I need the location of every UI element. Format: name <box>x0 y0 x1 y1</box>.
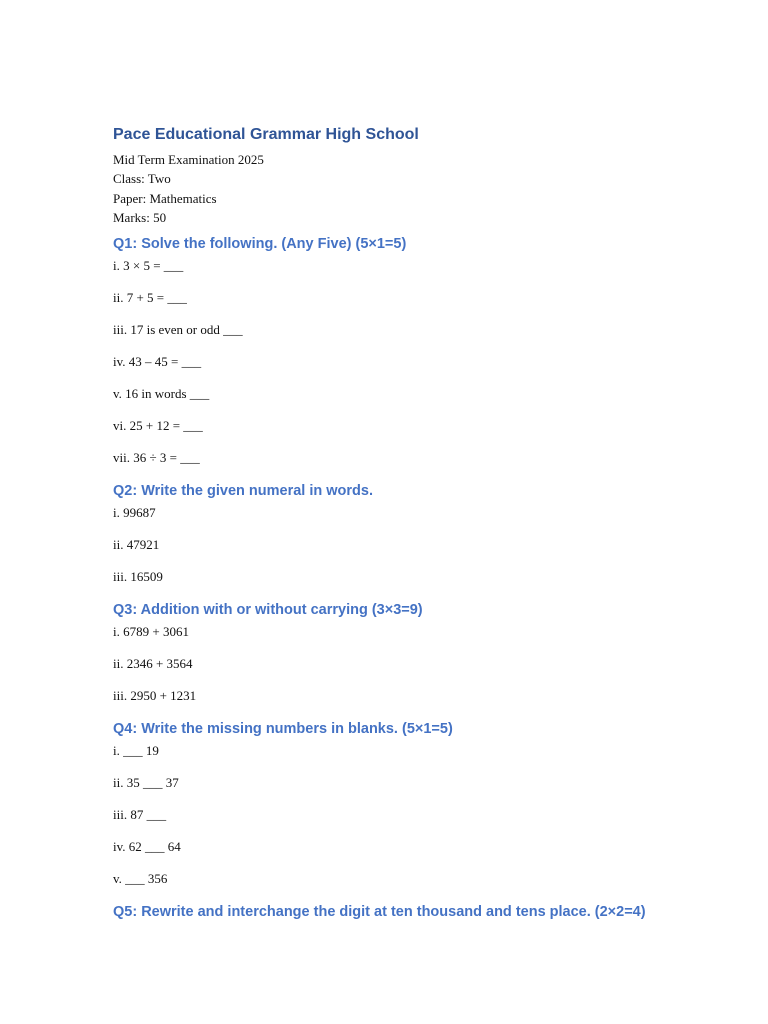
question-item: v. ___ 356 <box>113 871 168 887</box>
question-item: iii. 16509 <box>113 569 163 585</box>
question-item: i. 6789 + 3061 <box>113 624 189 640</box>
school-name: Pace Educational Grammar High School <box>113 126 419 143</box>
question-item: ii. 2346 + 3564 <box>113 656 193 672</box>
question-item: v. 16 in words ___ <box>113 386 210 402</box>
question-item: ii. 7 + 5 = ___ <box>113 290 187 306</box>
question-section-q5 <box>113 902 733 922</box>
paper-line: Paper: Mathematics <box>113 190 217 206</box>
question-heading: Q5: Rewrite and interchange the digit at ten thousand and tens place. (2×2=4) <box>113 904 646 921</box>
question-item: i. 3 × 5 = ___ <box>113 258 184 274</box>
question-section-q1 <box>113 234 733 468</box>
question-item: vi. 25 + 12 = ___ <box>113 418 203 434</box>
question-item: ii. 35 ___ 37 <box>113 775 179 791</box>
question-item: iv. 43 – 45 = ___ <box>113 354 202 370</box>
question-section-q4 <box>113 719 733 889</box>
question-heading: Q2: Write the given numeral in words. <box>113 483 373 500</box>
exam-meta <box>113 150 733 227</box>
question-item: i. ___ 19 <box>113 743 159 759</box>
document-body <box>113 124 733 922</box>
question-item: ii. 47921 <box>113 537 160 553</box>
exam-title: Mid Term Examination 2025 <box>113 152 264 167</box>
question-heading: Q4: Write the missing numbers in blanks. (5×1=5) <box>113 721 453 738</box>
question-heading: Q3: Addition with or without carrying (3×3=9) <box>113 602 423 619</box>
question-item: iii. 87 ___ <box>113 807 167 823</box>
question-section-q3 <box>113 600 733 706</box>
question-section-q2 <box>113 481 733 587</box>
class-line: Class: Two <box>113 171 171 187</box>
question-item: vii. 36 ÷ 3 = ___ <box>113 450 200 466</box>
question-item: i. 99687 <box>113 505 156 521</box>
question-item: iv. 62 ___ 64 <box>113 839 181 855</box>
question-item: iii. 17 is even or odd ___ <box>113 322 243 338</box>
question-item: iii. 2950 + 1231 <box>113 688 197 704</box>
marks-line: Marks: 50 <box>113 209 167 225</box>
question-heading: Q1: Solve the following. (Any Five) (5×1=5) <box>113 236 407 253</box>
